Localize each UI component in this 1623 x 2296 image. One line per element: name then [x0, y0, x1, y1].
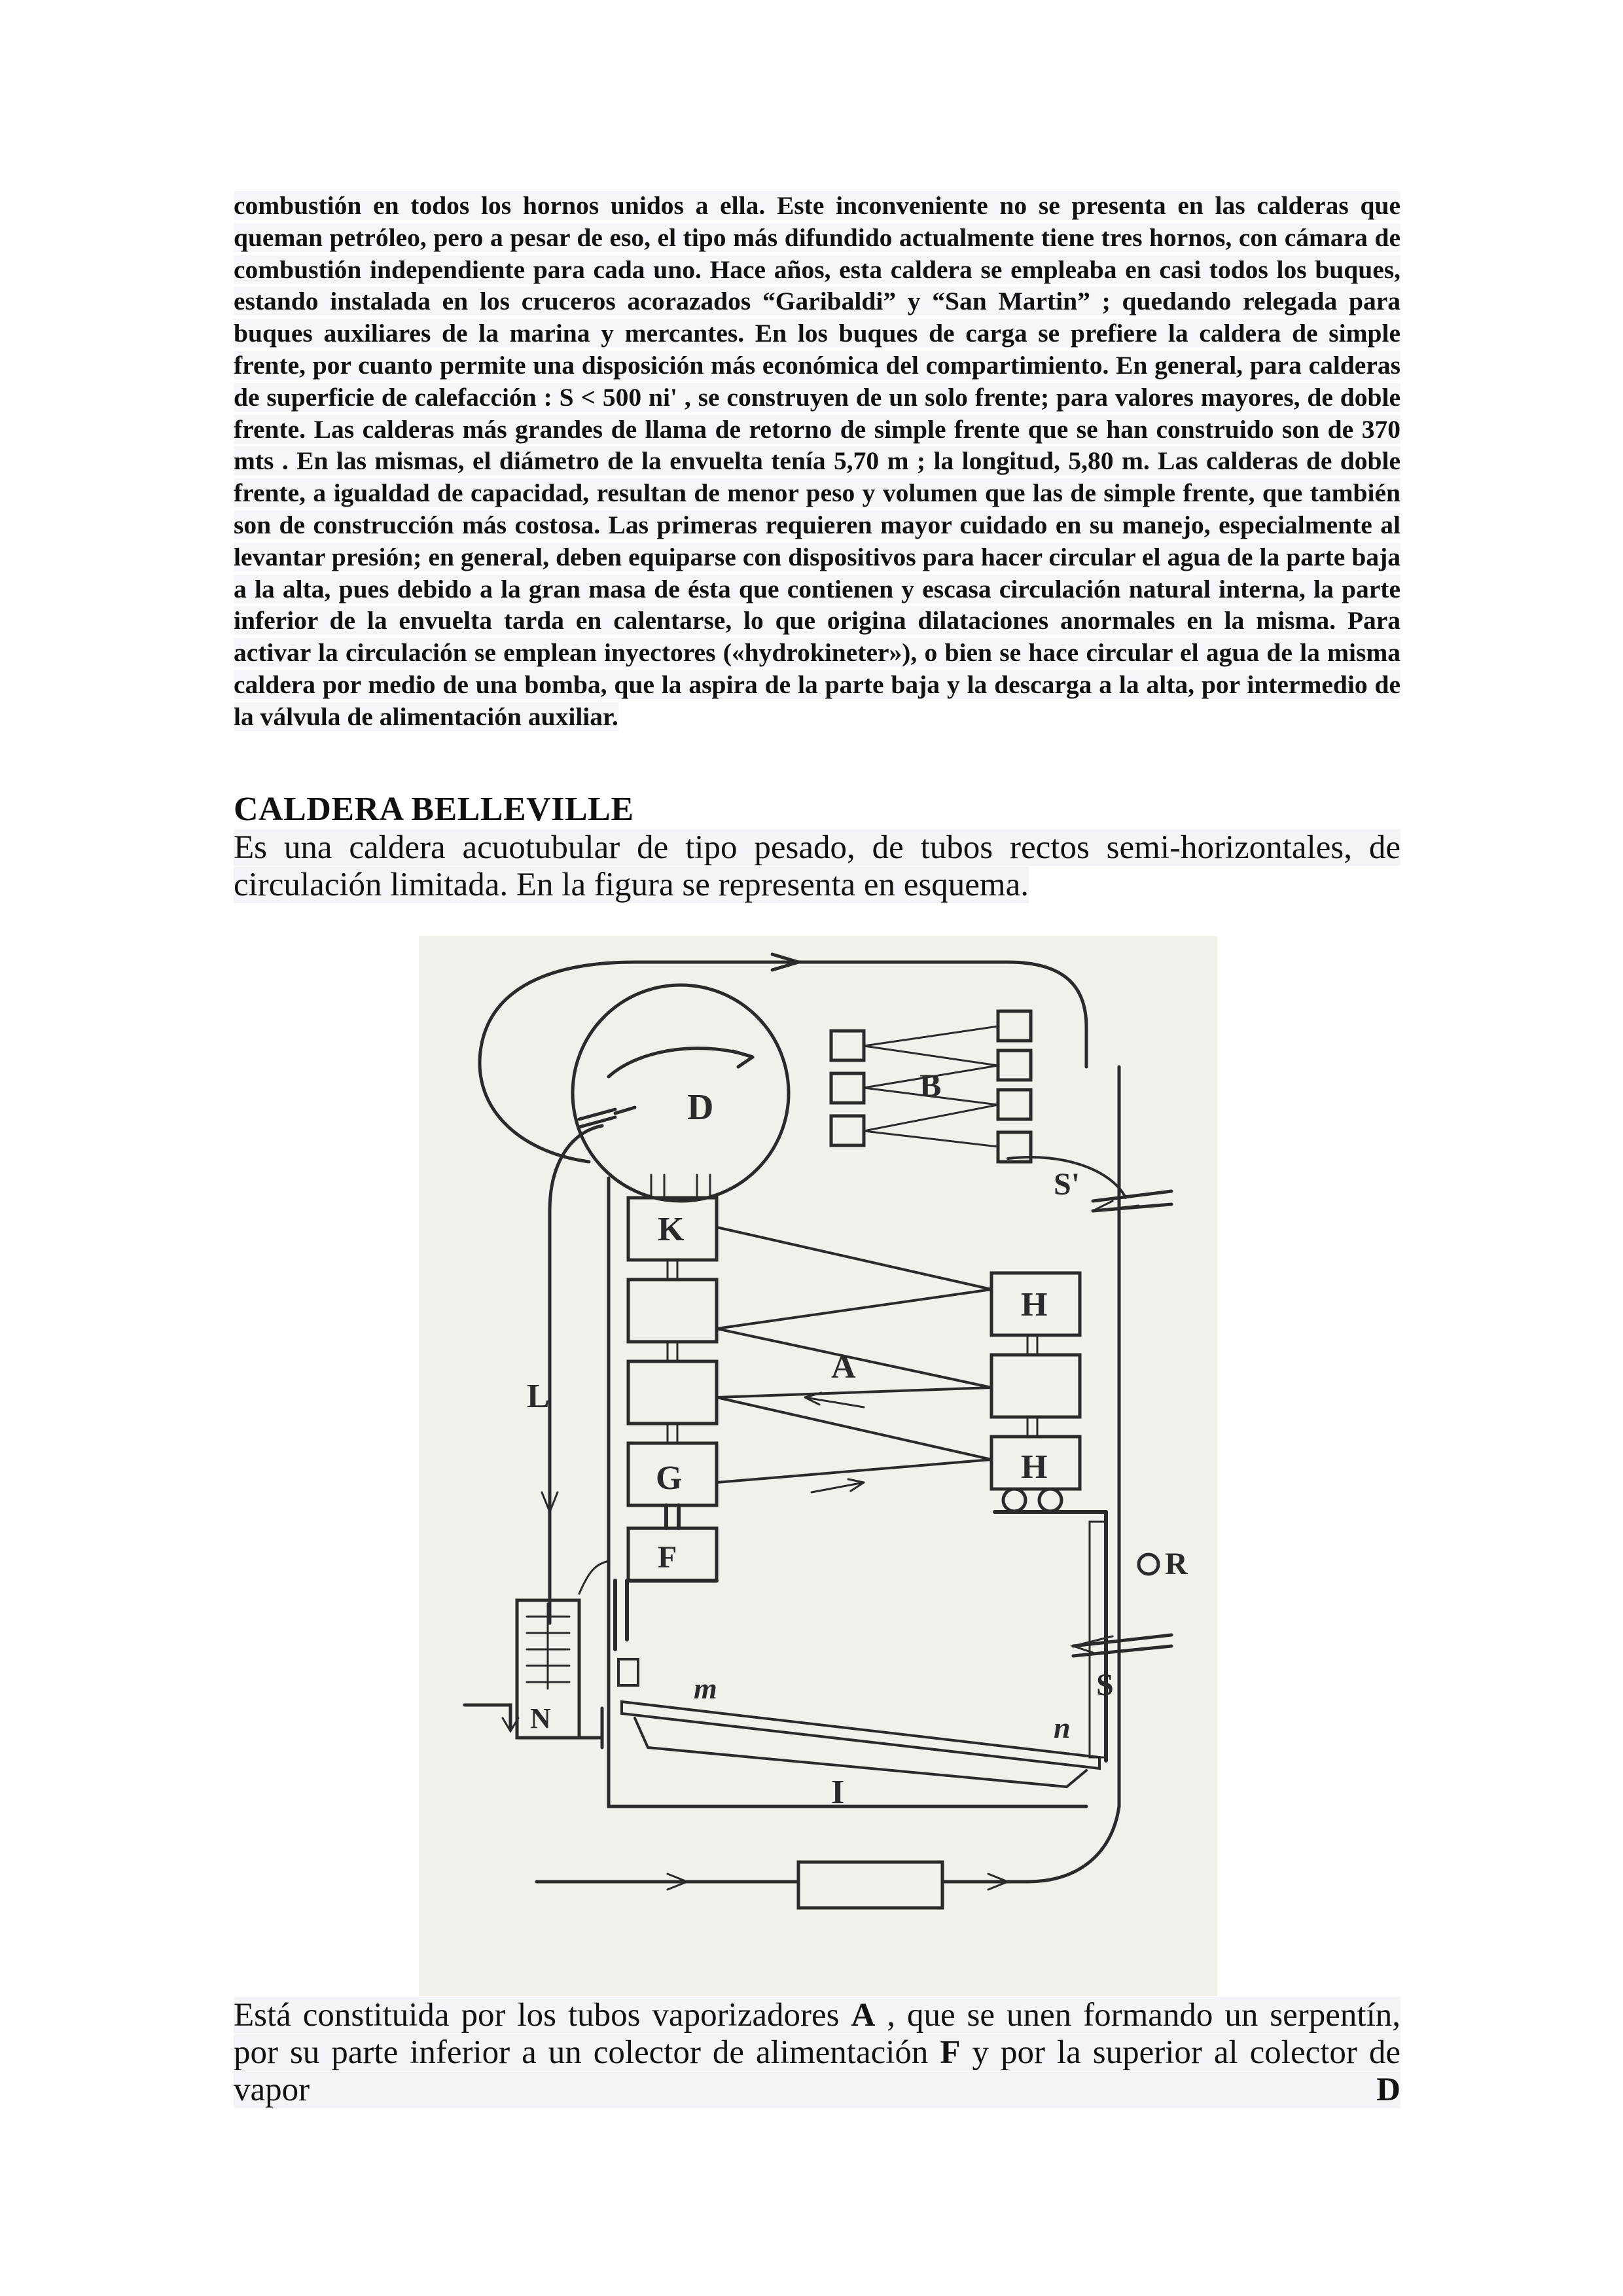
feed-pump-box [798, 1862, 942, 1908]
regulator-inlet [465, 1705, 510, 1728]
link-2 [668, 1342, 677, 1361]
separator-box-7 [831, 1116, 864, 1145]
flow-arrow-left [805, 1393, 864, 1407]
drum-connections [651, 1175, 710, 1198]
label-A: A [831, 1348, 856, 1386]
label-S: S [1096, 1668, 1114, 1702]
valve-R [1139, 1554, 1158, 1574]
paragraph-belleville-intro: Es una caldera acuotubular de tipo pesado, de tubos rectos semi-horizontales, de circulación limitada. En la figura se representa en esquema. [234, 829, 1400, 903]
belleville-boiler-diagram [419, 936, 1217, 1996]
header-2 [628, 1280, 717, 1342]
label-S-prime: S' [1054, 1167, 1080, 1202]
regulator-arrow [579, 1561, 609, 1594]
separator-box-6 [831, 1073, 864, 1103]
link-G [666, 1505, 679, 1528]
s-prime-pipe [1093, 1191, 1171, 1211]
drum-flow-arc [609, 1049, 753, 1077]
steam-drum-D [573, 985, 789, 1201]
drum-arrow [733, 1051, 753, 1067]
paragraph-belleville-description: Está constituida por los tubos vaporizadores A , que se unen formando un serpentín, por su parte inferior a un colector de alimentación F y por la superior al colector de vapor D [234, 1997, 1401, 2108]
regulator-bracket [579, 1708, 602, 1748]
label-K: K [658, 1211, 685, 1248]
separator-box-2 [998, 1050, 1031, 1080]
link-K [668, 1260, 677, 1280]
link-H1 [1027, 1335, 1037, 1355]
shelf-F [615, 1581, 717, 1649]
label-F: F [658, 1540, 677, 1575]
roller-2 [1039, 1489, 1061, 1511]
section-heading-belleville: CALDERA BELLEVILLE [234, 791, 634, 828]
label-N: N [530, 1702, 551, 1734]
roller-1 [1003, 1489, 1026, 1511]
drum-inlet-lines [579, 1109, 615, 1127]
label-L: L [527, 1378, 550, 1415]
drum-inlet-arrow [615, 1107, 635, 1113]
header-right-2 [991, 1355, 1080, 1417]
label-I: I [831, 1774, 845, 1811]
header-3 [628, 1361, 717, 1424]
separator-box-1 [998, 1011, 1031, 1041]
label-G: G [656, 1460, 683, 1497]
flow-arrow-right [812, 1479, 864, 1492]
link-3 [668, 1424, 677, 1443]
grate-m-n [622, 1702, 1099, 1768]
downcomer-L [550, 1126, 602, 1623]
label-m: m [694, 1672, 717, 1705]
label-B: B [919, 1067, 942, 1103]
paragraph-boiler-types: combustión en todos los hornos unidos a ella. Este inconveniente no se presenta en las calderas que queman petróleo, pero a pesar de eso, el tipo más difundido actualmente tiene tres hornos, con cámara de combustión independiente para cada uno. Hace años, esta caldera se empleaba en casi todos los buques, estando instalada en los cruceros acorazados “Garibaldi” y “San Martin” ; quedando relegada para buques auxiliares de la marina y mercantes. En los buques de carga se prefiere la caldera de simple frente, por cuanto permite una disposición más económica del compartimiento. En general, para calderas de superficie de calefacción : S < 500 ni' , se construyen de un solo frente; para valores mayores, de doble frente. Las calderas más grandes de llama de retorno de simple frente que se han construido son de 370 mts . En las mismas, el diámetro de la envuelta tenía 5,70 m ; la longitud, 5,80 m. Las calderas de doble frente, a igualdad de capacidad, resultan de menor peso y volumen que las de simple frente, que también son de construcción más costosa. Las primeras requieren mayor cuidado en su manejo, especialmente al levantar presión; en general, deben equiparse con dispositivos para hacer circular el agua de la parte baja a la alta, pues debido a la gran masa de ésta que contienen y escasa circulación natural interna, la parte inferior de la envuelta tarda en calentarse, lo que origina dilataciones anormales en la misma. Para activar la circulación se emplean inyectores («hydrokineter»), o bien se hace circular el agua de la misma caldera por medio de una bomba, que la aspira de la parte baja y la descarga a la alta, por intermedio de la válvula de alimentación auxiliar. [234, 191, 1400, 731]
label-D: D [687, 1087, 714, 1128]
separator-box-5 [831, 1031, 864, 1060]
label-n: n [1054, 1711, 1071, 1744]
diagram-svg [419, 936, 1217, 1996]
separator-box-3 [998, 1090, 1031, 1119]
label-H-top: H [1021, 1286, 1048, 1323]
bottom-feed-line [537, 1806, 1119, 1882]
link-H2 [1027, 1417, 1037, 1437]
label-R: R [1165, 1547, 1188, 1581]
s-inlet-pipe [1073, 1635, 1171, 1656]
label-H-bottom: H [1021, 1448, 1048, 1486]
door-small [618, 1659, 638, 1685]
